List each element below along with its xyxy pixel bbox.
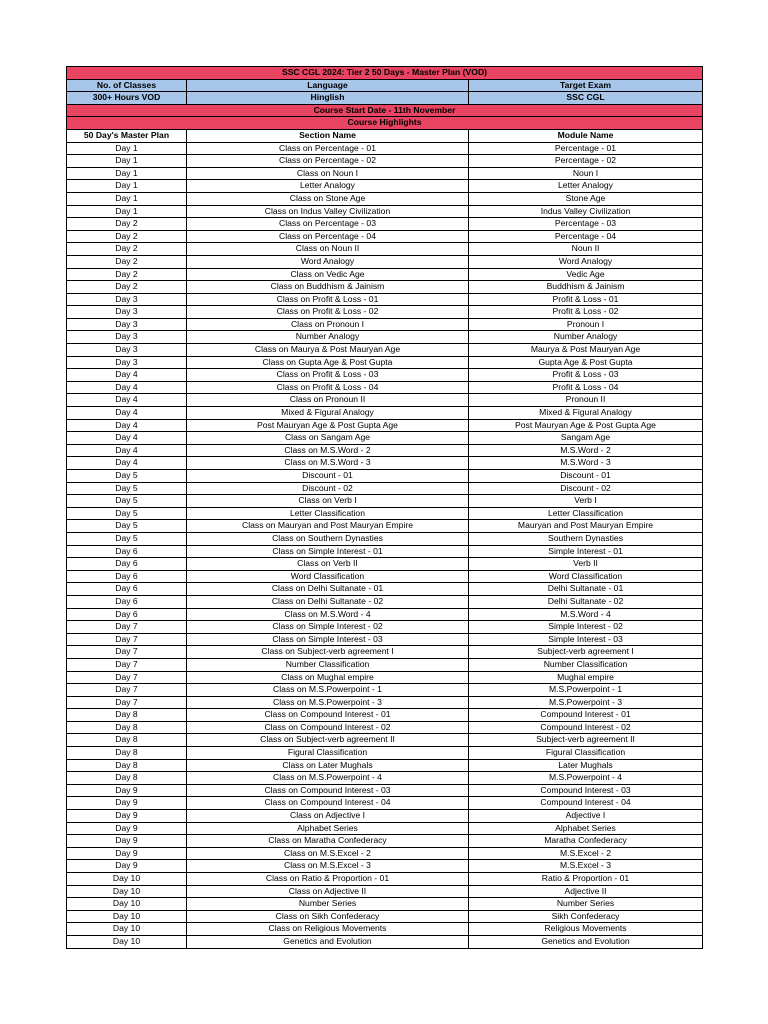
section-name-cell: Class on Ratio & Proportion - 01: [187, 873, 469, 886]
section-name-cell: Class on Pronoun II: [187, 394, 469, 407]
module-name-cell: Later Mughals: [469, 759, 703, 772]
day-cell: Day 8: [67, 747, 187, 760]
module-name-cell: Stone Age: [469, 192, 703, 205]
section-name-cell: Class on M.S.Excel - 2: [187, 847, 469, 860]
table-row: [67, 910, 703, 923]
table-row: [67, 470, 703, 483]
table-row: [67, 281, 703, 294]
table-row: [67, 847, 703, 860]
section-name-cell: Genetics and Evolution: [187, 935, 469, 948]
day-cell: Day 7: [67, 621, 187, 634]
section-name-cell: Class on M.S.Powerpoint - 1: [187, 684, 469, 697]
day-cell: Day 5: [67, 482, 187, 495]
module-name-cell: Southern Dynasties: [469, 532, 703, 545]
day-cell: Day 3: [67, 344, 187, 357]
module-name-cell: Simple Interest - 03: [469, 633, 703, 646]
section-name-cell: Class on Simple Interest - 02: [187, 621, 469, 634]
section-name-cell: Class on Delhi Sultanate - 01: [187, 583, 469, 596]
module-name-cell: Number Analogy: [469, 331, 703, 344]
section-name-cell: Class on Sangam Age: [187, 432, 469, 445]
module-name-cell: Verb II: [469, 558, 703, 571]
module-name-cell: Profit & Loss - 03: [469, 369, 703, 382]
module-name-cell: Gupta Age & Post Gupta: [469, 356, 703, 369]
section-name-cell: Class on Later Mughals: [187, 759, 469, 772]
table-row: [67, 583, 703, 596]
table-row: [67, 784, 703, 797]
day-cell: Day 8: [67, 772, 187, 785]
day-cell: Day 8: [67, 721, 187, 734]
table-row: [67, 444, 703, 457]
schedule-rows: [67, 142, 703, 948]
info-header-target-exam: Target Exam: [469, 79, 703, 92]
day-cell: Day 6: [67, 595, 187, 608]
day-cell: Day 4: [67, 444, 187, 457]
section-name-cell: Class on Profit & Loss - 02: [187, 306, 469, 319]
section-name-cell: Class on Maratha Confederacy: [187, 835, 469, 848]
day-cell: Day 4: [67, 457, 187, 470]
day-cell: Day 4: [67, 407, 187, 420]
section-name-cell: Class on Maurya & Post Mauryan Age: [187, 344, 469, 357]
module-name-cell: Letter Classification: [469, 507, 703, 520]
table-row: [67, 898, 703, 911]
day-cell: Day 9: [67, 860, 187, 873]
module-name-cell: Simple Interest - 01: [469, 545, 703, 558]
section-name-cell: Class on Adjective I: [187, 810, 469, 823]
module-name-cell: M.S.Word - 3: [469, 457, 703, 470]
section-name-cell: Class on Mughal empire: [187, 671, 469, 684]
table-row: [67, 293, 703, 306]
section-name-cell: Class on Adjective II: [187, 885, 469, 898]
section-name-cell: Class on M.S.Powerpoint - 3: [187, 696, 469, 709]
section-name-cell: Class on Percentage - 01: [187, 142, 469, 155]
module-name-cell: M.S.Powerpoint - 1: [469, 684, 703, 697]
table-row: [67, 684, 703, 697]
day-cell: Day 3: [67, 318, 187, 331]
table-row: [67, 570, 703, 583]
column-header-section: Section Name: [187, 129, 469, 142]
table-row: [67, 696, 703, 709]
module-name-cell: Compound Interest - 03: [469, 784, 703, 797]
day-cell: Day 8: [67, 734, 187, 747]
module-name-cell: Religious Movements: [469, 923, 703, 936]
module-name-cell: M.S.Powerpoint - 3: [469, 696, 703, 709]
section-name-cell: Class on Simple Interest - 01: [187, 545, 469, 558]
master-plan-table: [66, 66, 703, 949]
module-name-cell: Maurya & Post Mauryan Age: [469, 344, 703, 357]
section-name-cell: Letter Classification: [187, 507, 469, 520]
info-header-classes: No. of Classes: [67, 79, 187, 92]
day-cell: Day 10: [67, 873, 187, 886]
day-cell: Day 6: [67, 570, 187, 583]
module-name-cell: Noun II: [469, 243, 703, 256]
day-cell: Day 3: [67, 356, 187, 369]
info-value-target-exam: SSC CGL: [469, 92, 703, 105]
module-name-cell: M.S.Powerpoint - 4: [469, 772, 703, 785]
day-cell: Day 9: [67, 847, 187, 860]
section-name-cell: Class on Percentage - 04: [187, 230, 469, 243]
column-header-module: Module Name: [469, 129, 703, 142]
section-name-cell: Alphabet Series: [187, 822, 469, 835]
section-name-cell: Class on Profit & Loss - 01: [187, 293, 469, 306]
section-name-cell: Class on Mauryan and Post Mauryan Empire: [187, 520, 469, 533]
module-name-cell: Pronoun II: [469, 394, 703, 407]
day-cell: Day 4: [67, 369, 187, 382]
table-row: [67, 192, 703, 205]
table-row: [67, 419, 703, 432]
course-start-date: Course Start Date - 11th November: [67, 104, 703, 117]
info-header-row: [67, 79, 703, 92]
table-row: [67, 268, 703, 281]
day-cell: Day 1: [67, 205, 187, 218]
module-name-cell: Pronoun I: [469, 318, 703, 331]
module-name-cell: Discount - 02: [469, 482, 703, 495]
highlights-row: [67, 117, 703, 130]
section-name-cell: Class on Verb II: [187, 558, 469, 571]
table-row: [67, 432, 703, 445]
day-cell: Day 7: [67, 646, 187, 659]
day-cell: Day 2: [67, 230, 187, 243]
table-row: [67, 230, 703, 243]
section-name-cell: Class on Compound Interest - 04: [187, 797, 469, 810]
column-header-day: 50 Day's Master Plan: [67, 129, 187, 142]
section-name-cell: Mixed & Figural Analogy: [187, 407, 469, 420]
info-value-language: Hinglish: [187, 92, 469, 105]
module-name-cell: Adjective I: [469, 810, 703, 823]
info-value-row: [67, 92, 703, 105]
module-name-cell: Sikh Confederacy: [469, 910, 703, 923]
section-name-cell: Class on Profit & Loss - 03: [187, 369, 469, 382]
section-name-cell: Class on M.S.Powerpoint - 4: [187, 772, 469, 785]
module-name-cell: Percentage - 02: [469, 155, 703, 168]
day-cell: Day 4: [67, 432, 187, 445]
day-cell: Day 10: [67, 923, 187, 936]
table-row: [67, 721, 703, 734]
info-value-classes: 300+ Hours VOD: [67, 92, 187, 105]
section-name-cell: Number Classification: [187, 658, 469, 671]
info-header-language: Language: [187, 79, 469, 92]
table-row: [67, 495, 703, 508]
day-cell: Day 9: [67, 835, 187, 848]
table-row: [67, 935, 703, 948]
module-name-cell: Subject-verb agreement II: [469, 734, 703, 747]
module-name-cell: Mughal empire: [469, 671, 703, 684]
table-row: [67, 646, 703, 659]
module-name-cell: Genetics and Evolution: [469, 935, 703, 948]
table-row: [67, 671, 703, 684]
table-row: [67, 621, 703, 634]
day-cell: Day 1: [67, 155, 187, 168]
day-cell: Day 1: [67, 180, 187, 193]
module-name-cell: Percentage - 01: [469, 142, 703, 155]
table-row: [67, 633, 703, 646]
day-cell: Day 5: [67, 470, 187, 483]
table-row: [67, 747, 703, 760]
day-cell: Day 10: [67, 910, 187, 923]
table-row: [67, 835, 703, 848]
table-row: [67, 331, 703, 344]
table-row: [67, 885, 703, 898]
section-name-cell: Class on Sikh Confederacy: [187, 910, 469, 923]
module-name-cell: Profit & Loss - 02: [469, 306, 703, 319]
module-name-cell: Number Series: [469, 898, 703, 911]
table-row: [67, 532, 703, 545]
module-name-cell: Noun I: [469, 167, 703, 180]
day-cell: Day 3: [67, 293, 187, 306]
module-name-cell: Mauryan and Post Mauryan Empire: [469, 520, 703, 533]
module-name-cell: Letter Analogy: [469, 180, 703, 193]
module-name-cell: Compound Interest - 01: [469, 709, 703, 722]
module-name-cell: Adjective II: [469, 885, 703, 898]
module-name-cell: Figural Classification: [469, 747, 703, 760]
module-name-cell: Alphabet Series: [469, 822, 703, 835]
section-name-cell: Class on Noun II: [187, 243, 469, 256]
table-row: [67, 306, 703, 319]
module-name-cell: Buddhism & Jainism: [469, 281, 703, 294]
table-row: [67, 520, 703, 533]
table-row: [67, 218, 703, 231]
section-name-cell: Number Analogy: [187, 331, 469, 344]
module-name-cell: Profit & Loss - 01: [469, 293, 703, 306]
module-name-cell: M.S.Excel - 2: [469, 847, 703, 860]
day-cell: Day 1: [67, 167, 187, 180]
day-cell: Day 6: [67, 608, 187, 621]
table-row: [67, 709, 703, 722]
table-row: [67, 822, 703, 835]
day-cell: Day 2: [67, 218, 187, 231]
day-cell: Day 10: [67, 898, 187, 911]
table-row: [67, 318, 703, 331]
section-name-cell: Class on Southern Dynasties: [187, 532, 469, 545]
section-name-cell: Class on Compound Interest - 03: [187, 784, 469, 797]
module-name-cell: Word Analogy: [469, 255, 703, 268]
table-row: [67, 558, 703, 571]
module-name-cell: Delhi Sultanate - 02: [469, 595, 703, 608]
day-cell: Day 5: [67, 520, 187, 533]
day-cell: Day 6: [67, 558, 187, 571]
day-cell: Day 4: [67, 381, 187, 394]
day-cell: Day 8: [67, 759, 187, 772]
day-cell: Day 2: [67, 255, 187, 268]
module-name-cell: Post Mauryan Age & Post Gupta Age: [469, 419, 703, 432]
table-row: [67, 810, 703, 823]
table-row: [67, 381, 703, 394]
module-name-cell: Discount - 01: [469, 470, 703, 483]
section-name-cell: Class on Subject-verb agreement I: [187, 646, 469, 659]
section-name-cell: Class on M.S.Word - 4: [187, 608, 469, 621]
day-cell: Day 7: [67, 633, 187, 646]
section-name-cell: Post Mauryan Age & Post Gupta Age: [187, 419, 469, 432]
section-name-cell: Class on Gupta Age & Post Gupta: [187, 356, 469, 369]
table-row: [67, 369, 703, 382]
section-name-cell: Class on Buddhism & Jainism: [187, 281, 469, 294]
section-name-cell: Class on Stone Age: [187, 192, 469, 205]
section-name-cell: Class on Simple Interest - 03: [187, 633, 469, 646]
module-name-cell: Compound Interest - 04: [469, 797, 703, 810]
table-row: [67, 608, 703, 621]
table-row: [67, 344, 703, 357]
module-name-cell: Subject-verb agreement I: [469, 646, 703, 659]
section-name-cell: Class on Noun I: [187, 167, 469, 180]
table-row: [67, 923, 703, 936]
day-cell: Day 4: [67, 419, 187, 432]
day-cell: Day 9: [67, 822, 187, 835]
day-cell: Day 7: [67, 696, 187, 709]
day-cell: Day 7: [67, 684, 187, 697]
day-cell: Day 1: [67, 192, 187, 205]
day-cell: Day 6: [67, 545, 187, 558]
table-row: [67, 873, 703, 886]
section-name-cell: Class on Subject-verb agreement II: [187, 734, 469, 747]
day-cell: Day 7: [67, 658, 187, 671]
day-cell: Day 9: [67, 784, 187, 797]
section-name-cell: Discount - 02: [187, 482, 469, 495]
section-name-cell: Class on Vedic Age: [187, 268, 469, 281]
module-name-cell: Number Classification: [469, 658, 703, 671]
module-name-cell: Ratio & Proportion - 01: [469, 873, 703, 886]
table-row: [67, 658, 703, 671]
course-start-row: [67, 104, 703, 117]
section-name-cell: Class on Religious Movements: [187, 923, 469, 936]
module-name-cell: Word Classification: [469, 570, 703, 583]
plan-title: SSC CGL 2024: Tier 2 50 Days - Master Plan (VOD): [67, 67, 703, 80]
module-name-cell: Percentage - 03: [469, 218, 703, 231]
day-cell: Day 10: [67, 885, 187, 898]
section-name-cell: Class on M.S.Word - 2: [187, 444, 469, 457]
day-cell: Day 10: [67, 935, 187, 948]
module-name-cell: Percentage - 04: [469, 230, 703, 243]
table-row: [67, 545, 703, 558]
section-name-cell: Class on Compound Interest - 02: [187, 721, 469, 734]
day-cell: Day 2: [67, 243, 187, 256]
section-name-cell: Class on M.S.Excel - 3: [187, 860, 469, 873]
section-name-cell: Letter Analogy: [187, 180, 469, 193]
section-name-cell: Class on Profit & Loss - 04: [187, 381, 469, 394]
day-cell: Day 5: [67, 495, 187, 508]
table-row: [67, 155, 703, 168]
module-name-cell: Verb I: [469, 495, 703, 508]
day-cell: Day 6: [67, 583, 187, 596]
module-name-cell: Mixed & Figural Analogy: [469, 407, 703, 420]
module-name-cell: M.S.Excel - 3: [469, 860, 703, 873]
table-row: [67, 407, 703, 420]
table-row: [67, 356, 703, 369]
day-cell: Day 8: [67, 709, 187, 722]
section-name-cell: Class on Percentage - 02: [187, 155, 469, 168]
section-name-cell: Class on Verb I: [187, 495, 469, 508]
table-row: [67, 243, 703, 256]
table-row: [67, 507, 703, 520]
day-cell: Day 9: [67, 797, 187, 810]
table-row: [67, 734, 703, 747]
table-row: [67, 759, 703, 772]
module-name-cell: M.S.Word - 2: [469, 444, 703, 457]
day-cell: Day 3: [67, 306, 187, 319]
section-name-cell: Class on Percentage - 03: [187, 218, 469, 231]
day-cell: Day 5: [67, 532, 187, 545]
module-name-cell: Indus Valley Civilization: [469, 205, 703, 218]
section-name-cell: Class on Pronoun I: [187, 318, 469, 331]
day-cell: Day 2: [67, 268, 187, 281]
table-row: [67, 205, 703, 218]
day-cell: Day 3: [67, 331, 187, 344]
module-name-cell: Compound Interest - 02: [469, 721, 703, 734]
title-row: [67, 67, 703, 80]
module-name-cell: Delhi Sultanate - 01: [469, 583, 703, 596]
section-name-cell: Figural Classification: [187, 747, 469, 760]
section-name-cell: Number Series: [187, 898, 469, 911]
day-cell: Day 9: [67, 810, 187, 823]
day-cell: Day 7: [67, 671, 187, 684]
module-name-cell: M.S.Word - 4: [469, 608, 703, 621]
table-row: [67, 180, 703, 193]
course-highlights: Course Highlights: [67, 117, 703, 130]
table-row: [67, 255, 703, 268]
module-name-cell: Vedic Age: [469, 268, 703, 281]
section-name-cell: Class on Compound Interest - 01: [187, 709, 469, 722]
section-name-cell: Class on M.S.Word - 3: [187, 457, 469, 470]
table-row: [67, 457, 703, 470]
module-name-cell: Profit & Loss - 04: [469, 381, 703, 394]
section-name-cell: Word Classification: [187, 570, 469, 583]
table-row: [67, 142, 703, 155]
table-row: [67, 394, 703, 407]
section-name-cell: Class on Indus Valley Civilization: [187, 205, 469, 218]
table-row: [67, 595, 703, 608]
column-header-row: [67, 129, 703, 142]
module-name-cell: Maratha Confederacy: [469, 835, 703, 848]
module-name-cell: Simple Interest - 02: [469, 621, 703, 634]
day-cell: Day 1: [67, 142, 187, 155]
table-row: [67, 797, 703, 810]
table-row: [67, 772, 703, 785]
section-name-cell: Class on Delhi Sultanate - 02: [187, 595, 469, 608]
day-cell: Day 4: [67, 394, 187, 407]
section-name-cell: Word Analogy: [187, 255, 469, 268]
day-cell: Day 2: [67, 281, 187, 294]
module-name-cell: Sangam Age: [469, 432, 703, 445]
table-row: [67, 860, 703, 873]
day-cell: Day 5: [67, 507, 187, 520]
section-name-cell: Discount - 01: [187, 470, 469, 483]
table-row: [67, 167, 703, 180]
table-row: [67, 482, 703, 495]
